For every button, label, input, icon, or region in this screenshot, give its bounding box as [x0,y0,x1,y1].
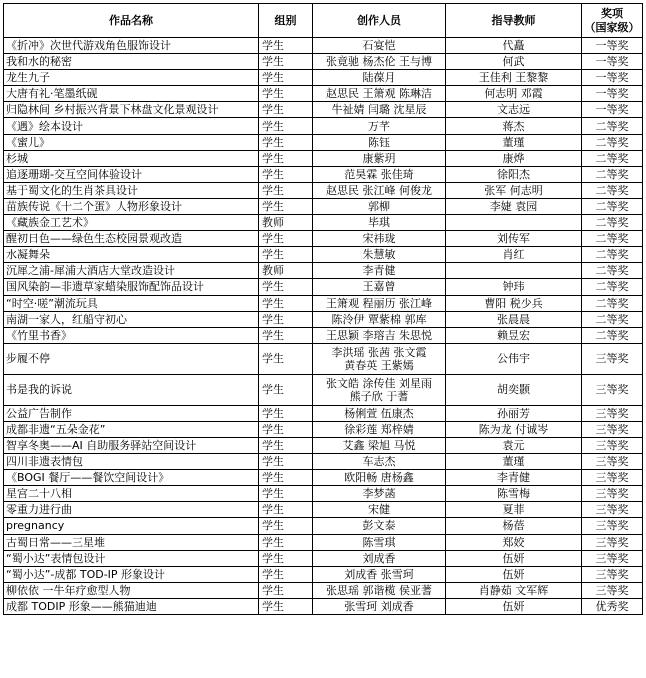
cell-group: 学生 [259,327,313,343]
table-row [4,470,643,486]
cell-award: 二等奖 [582,279,643,295]
cell-tutors: 文志远 [446,102,582,118]
cell-tutors: 徐阳杰 [446,166,582,182]
cell-creators: 陈泠伊 覃紫棉 郭库 [313,311,446,327]
cell-tutors: 夏菲 [446,502,582,518]
cell-group: 学生 [259,86,313,102]
cell-creators: 欧阳畅 唐杨鑫 [313,470,446,486]
cell-tutors: 袁元 [446,437,582,453]
cell-tutors: 康烨 [446,150,582,166]
cell-tutors: 何志明 邓霞 [446,86,582,102]
cell-work-name: 杉城 [4,150,259,166]
cell-tutors: 伍妍 [446,598,582,614]
cell-creators: 范昊霖 张佳琦 [313,166,446,182]
cell-award: 三等奖 [582,534,643,550]
cell-creators: 陆葆月 [313,70,446,86]
cell-group: 学生 [259,405,313,421]
cell-work-name: 国风染韵—非遗草家蜡染服饰配饰品设计 [4,279,259,295]
cell-group: 学生 [259,582,313,598]
cell-award: 一等奖 [582,70,643,86]
table-row [4,343,643,374]
cell-award: 二等奖 [582,311,643,327]
table-row [4,247,643,263]
cell-tutors: 董瑾 [446,454,582,470]
table-row [4,182,643,198]
header-creators: 创作人员 [313,4,446,38]
cell-tutors: 张晨晨 [446,311,582,327]
cell-award: 二等奖 [582,247,643,263]
cell-work-name: “蜀小达”表情包设计 [4,550,259,566]
cell-work-name: 《蜜儿》 [4,134,259,150]
cell-award: 三等奖 [582,454,643,470]
cell-work-name: 《BOGI 餐厅——餐饮空间设计》 [4,470,259,486]
cell-award: 一等奖 [582,54,643,70]
cell-tutors: 李青健 [446,470,582,486]
cell-tutors: 肖静茹 文军辉 [446,582,582,598]
cell-award: 二等奖 [582,182,643,198]
cell-group: 学生 [259,231,313,247]
table-header [4,4,643,38]
cell-creators: 杨俐萱 伍康杰 [313,405,446,421]
cell-creators: 艾鑫 梁旭 马悦 [313,437,446,453]
cell-creators: 赵思民 王箫观 陈琳洁 [313,86,446,102]
awards-table [3,3,643,615]
cell-work-name: 成都 TODIP 形象——熊猫迪迪 [4,598,259,614]
cell-award: 三等奖 [582,502,643,518]
cell-group: 学生 [259,38,313,54]
cell-tutors: 董瑾 [446,134,582,150]
cell-group: 学生 [259,470,313,486]
table-row [4,437,643,453]
cell-tutors: 陈为龙 付诚岑 [446,421,582,437]
cell-award: 二等奖 [582,198,643,214]
table-row [4,231,643,247]
cell-work-name: 南湖一家人，红船守初心 [4,311,259,327]
table-row [4,279,643,295]
table-row [4,374,643,405]
cell-creators: 李青健 [313,263,446,279]
table-row [4,327,643,343]
cell-award: 二等奖 [582,295,643,311]
table-row [4,166,643,182]
header-award [582,4,643,38]
cell-award: 三等奖 [582,518,643,534]
cell-tutors: 伍妍 [446,566,582,582]
table-row [4,598,643,614]
table-body [4,38,643,615]
cell-creators: 彭文泰 [313,518,446,534]
cell-creators: 车志杰 [313,454,446,470]
table-row [4,534,643,550]
cell-work-name: 龙生九子 [4,70,259,86]
cell-award: 二等奖 [582,166,643,182]
cell-work-name: 四川非遗表情包 [4,454,259,470]
cell-group: 学生 [259,518,313,534]
cell-creators: 李洪瑶 张茜 张文霞 黄春英 王紫嫣 [313,343,446,374]
cell-award: 二等奖 [582,215,643,231]
cell-group: 学生 [259,437,313,453]
cell-tutors: 郑姣 [446,534,582,550]
cell-work-name: 智享冬奥——AI 自助服务驿站空间设计 [4,437,259,453]
table-row [4,54,643,70]
cell-tutors: 赖昱宏 [446,327,582,343]
cell-work-name: 水凝舞朵 [4,247,259,263]
cell-creators: 张竟驰 杨杰伦 王与博 [313,54,446,70]
cell-creators: 徐彩莲 郑梓婧 [313,421,446,437]
cell-award: 二等奖 [582,263,643,279]
cell-award: 二等奖 [582,134,643,150]
cell-work-name: 零重力进行曲 [4,502,259,518]
cell-work-name: 醒初日色——绿色生态校园景观改造 [4,231,259,247]
cell-tutors: 陈雪梅 [446,486,582,502]
cell-group: 学生 [259,421,313,437]
cell-work-name: 我和水的秘密 [4,54,259,70]
cell-group: 学生 [259,374,313,405]
cell-creators: 牛祉婧 闫璐 沈星辰 [313,102,446,118]
cell-tutors [446,263,582,279]
cell-award: 二等奖 [582,118,643,134]
cell-group: 学生 [259,486,313,502]
table-row [4,263,643,279]
cell-creators: 张文皓 涂传佳 刘星雨 熊子欣 于蓍 [313,374,446,405]
table-row [4,311,643,327]
cell-tutors: 代矗 [446,38,582,54]
cell-group: 学生 [259,343,313,374]
cell-group: 学生 [259,566,313,582]
cell-creators: 石宴恺 [313,38,446,54]
cell-tutors: 何武 [446,54,582,70]
cell-work-name: “时空·嗟”潮流玩具 [4,295,259,311]
cell-work-name: 《折冲》次世代游戏角色服饰设计 [4,38,259,54]
cell-tutors: 李婕 袁园 [446,198,582,214]
cell-creators: 张雪珂 刘成香 [313,598,446,614]
cell-award: 二等奖 [582,327,643,343]
cell-group: 学生 [259,134,313,150]
cell-tutors: 钟玮 [446,279,582,295]
table-row [4,38,643,54]
table-row [4,295,643,311]
cell-work-name: 沉犀之浦-犀浦大酒店大堂改造设计 [4,263,259,279]
cell-group: 学生 [259,311,313,327]
cell-group: 学生 [259,166,313,182]
cell-group: 教师 [259,215,313,231]
cell-creators: 宋健 [313,502,446,518]
table-row [4,518,643,534]
cell-work-name: 《遇》绘本设计 [4,118,259,134]
table-row [4,550,643,566]
cell-creators: 王箫观 程丽历 张江峰 [313,295,446,311]
cell-award: 三等奖 [582,343,643,374]
cell-tutors: 伍妍 [446,550,582,566]
table-row [4,582,643,598]
cell-work-name: 《竹里书香》 [4,327,259,343]
header-tutors: 指导教师 [446,4,582,38]
cell-creators: 刘成香 张雪珂 [313,566,446,582]
cell-group: 学生 [259,247,313,263]
cell-group: 学生 [259,102,313,118]
table-row [4,486,643,502]
cell-group: 学生 [259,295,313,311]
header-award-line1: 奖项 [601,6,623,20]
table-row [4,102,643,118]
cell-award: 三等奖 [582,470,643,486]
cell-creators: 张思瑶 郭谐榄 侯亚蓍 [313,582,446,598]
cell-award: 三等奖 [582,582,643,598]
cell-work-name: 苗族传说《十二个蛋》人物形象设计 [4,198,259,214]
cell-work-name: “蜀小达”-成都 TOD-IP 形象设计 [4,566,259,582]
table-row [4,405,643,421]
cell-group: 学生 [259,598,313,614]
cell-group: 学生 [259,502,313,518]
cell-tutors: 孙丽芳 [446,405,582,421]
table-row [4,454,643,470]
table-row [4,566,643,582]
cell-work-name: 公益广告制作 [4,405,259,421]
cell-work-name: pregnancy [4,518,259,534]
cell-group: 教师 [259,263,313,279]
cell-award: 一等奖 [582,102,643,118]
header-row [4,4,643,38]
cell-work-name: 步履不停 [4,343,259,374]
cell-work-name: 书是我的诉说 [4,374,259,405]
cell-creators: 陈钰 [313,134,446,150]
cell-group: 学生 [259,279,313,295]
cell-award: 三等奖 [582,486,643,502]
table-row [4,118,643,134]
awards-table-container [3,3,643,615]
cell-tutors: 曹阳 税少兵 [446,295,582,311]
table-row [4,421,643,437]
table-row [4,502,643,518]
table-row [4,215,643,231]
cell-award: 一等奖 [582,38,643,54]
table-row [4,198,643,214]
cell-creators: 宋祎珑 [313,231,446,247]
cell-creators: 康紫玥 [313,150,446,166]
cell-tutors: 肖红 [446,247,582,263]
cell-creators: 万芊 [313,118,446,134]
cell-tutors: 王佳利 王黎黎 [446,70,582,86]
cell-award: 一等奖 [582,86,643,102]
cell-tutors: 蒋杰 [446,118,582,134]
cell-creators: 毕琪 [313,215,446,231]
cell-tutors: 张军 何志明 [446,182,582,198]
table-row [4,70,643,86]
cell-award: 二等奖 [582,150,643,166]
cell-tutors: 公伟宇 [446,343,582,374]
table-row [4,134,643,150]
cell-work-name: 归隐林间 乡村振兴背景下林盘文化景观设计 [4,102,259,118]
table-row [4,150,643,166]
cell-work-name: 星宫二十八相 [4,486,259,502]
cell-creators: 王思颖 李瑢吉 朱思悦 [313,327,446,343]
cell-creators: 郭柳 [313,198,446,214]
cell-creators: 王嘉曾 [313,279,446,295]
cell-tutors: 杨蓓 [446,518,582,534]
cell-award: 三等奖 [582,550,643,566]
cell-award: 优秀奖 [582,598,643,614]
cell-award: 三等奖 [582,566,643,582]
cell-award: 三等奖 [582,374,643,405]
cell-creators: 刘成香 [313,550,446,566]
cell-award: 三等奖 [582,437,643,453]
header-name: 作品名称 [4,4,259,38]
cell-work-name: 基于蜀文化的生肖茶具设计 [4,182,259,198]
cell-group: 学生 [259,54,313,70]
cell-work-name: 追逐珊瑚-交互空间体验设计 [4,166,259,182]
cell-group: 学生 [259,550,313,566]
cell-group: 学生 [259,150,313,166]
header-group: 组别 [259,4,313,38]
cell-creators: 赵思民 张江峰 何俊龙 [313,182,446,198]
cell-group: 学生 [259,182,313,198]
cell-award: 三等奖 [582,421,643,437]
cell-work-name: 柳依依 一牛年疗愈型人物 [4,582,259,598]
cell-group: 学生 [259,454,313,470]
cell-creators: 陈雪琪 [313,534,446,550]
cell-award: 二等奖 [582,231,643,247]
table-row [4,86,643,102]
cell-work-name: 《藏族金工艺术》 [4,215,259,231]
cell-work-name: 古蜀日常——三星堆 [4,534,259,550]
cell-group: 学生 [259,70,313,86]
cell-work-name: 大唐有礼·笔墨纸砚 [4,86,259,102]
cell-work-name: 成都非遗“五朵金花” [4,421,259,437]
cell-tutors [446,215,582,231]
header-award-line2: （国家级） [584,20,640,34]
cell-creators: 李梦菡 [313,486,446,502]
cell-tutors: 刘传军 [446,231,582,247]
cell-creators: 朱慧敏 [313,247,446,263]
cell-tutors: 胡奕颢 [446,374,582,405]
cell-award: 三等奖 [582,405,643,421]
cell-group: 学生 [259,118,313,134]
cell-group: 学生 [259,534,313,550]
cell-group: 学生 [259,198,313,214]
